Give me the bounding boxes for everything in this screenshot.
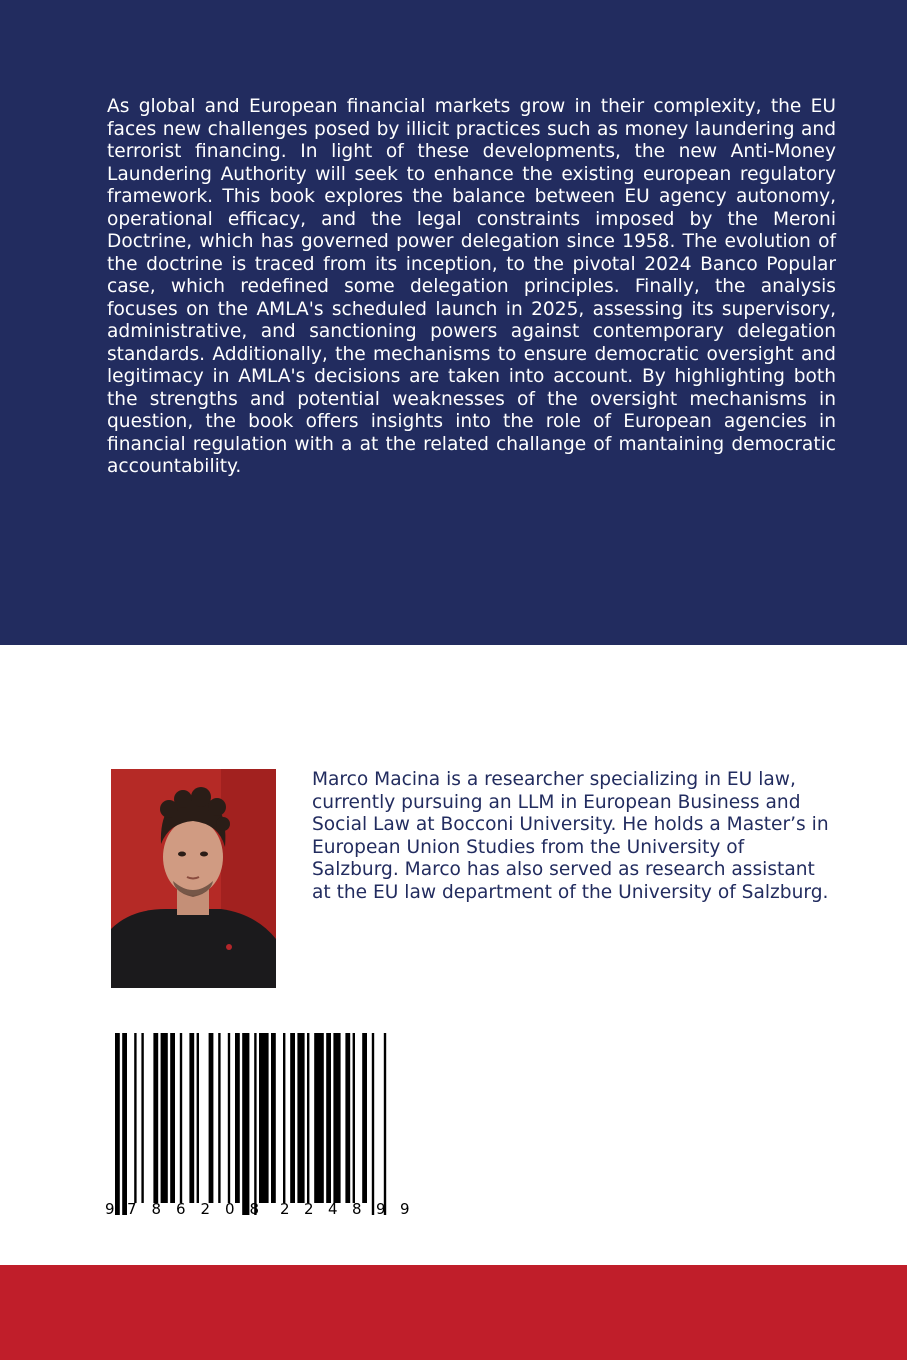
isbn-number [105, 1200, 425, 1220]
barcode-bar [326, 1033, 331, 1203]
barcode-bar [333, 1033, 340, 1203]
isbn-digit: 2 [200, 1200, 211, 1218]
bottom-color-band [0, 1265, 907, 1360]
barcode-bar [307, 1033, 309, 1203]
isbn-barcode [105, 1030, 425, 1220]
isbn-digit: 4 [328, 1200, 338, 1218]
barcode-bar [134, 1033, 136, 1203]
book-description: As global and European financial markets grow in their complexity, the EU faces new challenges posed by illicit practices such as money laundering and terrorist financing. In light of these developments, the new Anti-Money Laundering Authority will seek to enhance the existing european regulatory framework. This book explores the balance between EU agency autonomy, operational efficacy, and the legal constraints imposed by the Meroni Doctrine, which has governed power delegation since 1958. The evolution of the doctrine is traced from its inception, to the pivotal 2024 Banco Popular case, which redefined some delegation principles. Finally, the analysis focuses on the AMLA's scheduled launch in 2025, assessing its supervisory, administrative, and sanctioning powers against contemporary delegation standards. Additionally, the mechanisms to ensure democratic oversight and legitimacy in AMLA's decisions are taken into account. By highlighting both the strengths and potential weaknesses of the oversight mechanisms in question, the book offers insights into the role of European agencies in financial regulation with a at the related challange of mantaining democratic accountability. [107, 96, 836, 477]
barcode-bar [122, 1033, 127, 1215]
barcode-bar [242, 1033, 249, 1215]
isbn-digit: 9 [376, 1200, 386, 1218]
barcode-bar [259, 1033, 269, 1203]
isbn-digit: 2 [280, 1200, 290, 1218]
isbn-digit: 7 [127, 1200, 137, 1218]
barcode-bar [384, 1033, 386, 1215]
blurb-panel [0, 0, 907, 645]
barcode-bar [271, 1033, 276, 1203]
barcode-bar [228, 1033, 230, 1203]
barcode-bar [197, 1033, 199, 1203]
barcode-bar [141, 1033, 143, 1203]
isbn-digit: 0 [225, 1200, 235, 1218]
barcode-bar [290, 1033, 295, 1203]
barcode-bar [218, 1033, 220, 1203]
barcode-bar [153, 1033, 158, 1203]
barcode-bar [115, 1033, 120, 1215]
isbn-digit: 9 [400, 1200, 410, 1218]
barcode-bar [189, 1033, 194, 1203]
barcode-bar [362, 1033, 367, 1203]
barcode-bar [345, 1033, 350, 1203]
isbn-digit: 8 [249, 1200, 260, 1218]
author-photo [111, 769, 276, 988]
barcode-bar [170, 1033, 175, 1203]
barcode-bar [161, 1033, 168, 1203]
isbn-digit: 9 [105, 1200, 115, 1218]
barcode-bar [297, 1033, 304, 1203]
barcode-bar [235, 1033, 240, 1203]
barcode-bar [372, 1033, 374, 1215]
barcode-bar [283, 1033, 285, 1203]
barcode-bar [353, 1033, 355, 1203]
barcode-bar [209, 1033, 214, 1203]
barcode-bar [180, 1033, 182, 1203]
isbn-digit: 2 [304, 1200, 314, 1218]
author-bio: Marco Macina is a researcher specializing in EU law, currently pursuing an LLM in European Business and Social Law at Bocconi University. He holds a Master’s in European Union Studies from the University of Salzburg. Marco has also served as research assistant at the EU law department of the University of Salzburg. [312, 769, 829, 903]
barcode-bar [254, 1033, 256, 1215]
isbn-digit: 8 [352, 1200, 362, 1218]
isbn-digit: 8 [151, 1200, 162, 1218]
barcode-bar [314, 1033, 324, 1203]
isbn-digit: 6 [176, 1200, 186, 1218]
